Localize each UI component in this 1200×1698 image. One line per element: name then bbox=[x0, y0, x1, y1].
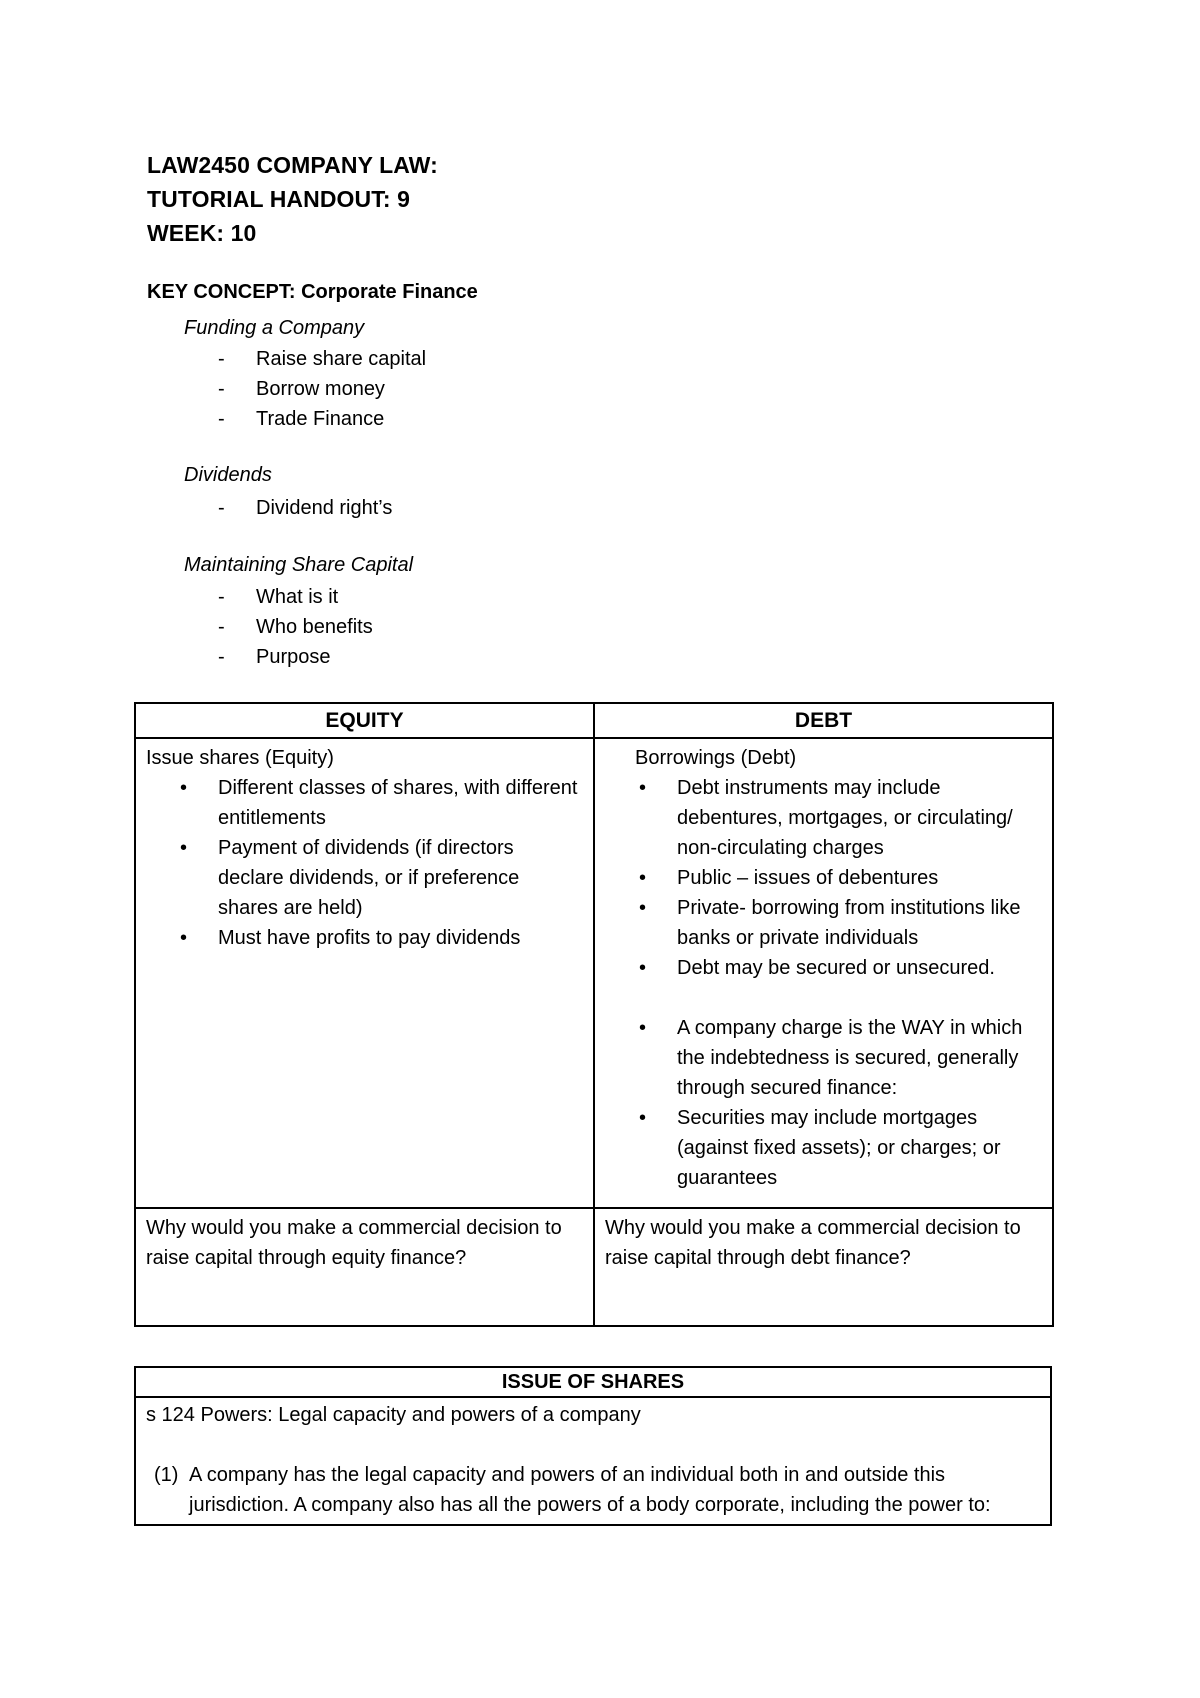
dividends-list bbox=[218, 493, 392, 523]
section-title-maintaining-share-capital: Maintaining Share Capital bbox=[184, 554, 414, 576]
spacer bbox=[635, 983, 1042, 1013]
equity-cell bbox=[135, 738, 594, 1208]
section-title-funding: Funding a Company bbox=[184, 317, 365, 339]
equity-intro: Issue shares (Equity) bbox=[146, 747, 334, 769]
list-item: • Payment of dividends (if directors declare dividends, or if preference shares are held) bbox=[176, 833, 583, 923]
equity-question: Why would you make a commercial decision to raise capital through equity finance? bbox=[146, 1217, 562, 1269]
issue-of-shares-header: ISSUE OF SHARES bbox=[135, 1367, 1051, 1397]
key-concept-heading: KEY CONCEPT: Corporate Finance bbox=[147, 281, 478, 303]
document-header bbox=[147, 148, 438, 250]
debt-column-header: DEBT bbox=[594, 703, 1053, 738]
debt-bullets-secondary bbox=[635, 1013, 1042, 1193]
funding-list bbox=[218, 344, 426, 434]
equity-bullets bbox=[146, 773, 583, 953]
debt-question: Why would you make a commercial decision to raise capital through debt finance? bbox=[605, 1217, 1021, 1269]
debt-bullets bbox=[635, 773, 1042, 983]
equity-question-cell bbox=[135, 1208, 594, 1326]
list-item: • Private- borrowing from institutions like banks or private individuals bbox=[635, 893, 1042, 953]
section-title-dividends: Dividends bbox=[184, 464, 272, 486]
handout-title: TUTORIAL HANDOUT: 9 bbox=[147, 186, 410, 212]
list-item: - What is it bbox=[218, 582, 373, 612]
list-item: - Trade Finance bbox=[218, 404, 426, 434]
list-item: • Public – issues of debentures bbox=[635, 863, 1042, 893]
list-item: • Securities may include mortgages (against fixed assets); or charges; or guarantees bbox=[635, 1103, 1042, 1193]
dash-marker: - bbox=[218, 408, 225, 430]
list-item: - Dividend right’s bbox=[218, 493, 392, 523]
subsection-number: (1) bbox=[154, 1464, 179, 1486]
list-item: • Debt may be secured or unsecured. bbox=[635, 953, 1042, 983]
dash-marker: - bbox=[218, 616, 225, 638]
subsection-text: A company has the legal capacity and powers of an individual both in and outside this jurisdiction. A company also has all the powers of a body corporate, including the power to: bbox=[189, 1464, 991, 1516]
debt-question-cell bbox=[594, 1208, 1053, 1326]
list-item: • Must have profits to pay dividends bbox=[176, 923, 583, 953]
course-title: LAW2450 COMPANY LAW: bbox=[147, 152, 438, 178]
maintaining-list bbox=[218, 582, 373, 672]
dash-marker: - bbox=[218, 497, 225, 519]
list-item: - Who benefits bbox=[218, 612, 373, 642]
issue-of-shares-table bbox=[134, 1366, 1052, 1526]
subsection-1 bbox=[146, 1460, 1040, 1520]
issue-of-shares-cell bbox=[135, 1397, 1051, 1525]
list-item: - Borrow money bbox=[218, 374, 426, 404]
dash-marker: - bbox=[218, 348, 225, 370]
debt-intro: Borrowings (Debt) bbox=[635, 747, 797, 769]
dash-marker: - bbox=[218, 646, 225, 668]
section-124-title: s 124 Powers: Legal capacity and powers of a company bbox=[146, 1404, 641, 1426]
list-item: • A company charge is the WAY in which the indebtedness is secured, generally through secured finance: bbox=[635, 1013, 1042, 1103]
equity-column-header: EQUITY bbox=[135, 703, 594, 738]
list-item: - Purpose bbox=[218, 642, 373, 672]
dash-marker: - bbox=[218, 586, 225, 608]
list-item: • Debt instruments may include debentures, mortgages, or circulating/ non-circulating charges bbox=[635, 773, 1042, 863]
list-item: - Raise share capital bbox=[218, 344, 426, 374]
week-title: WEEK: 10 bbox=[147, 220, 257, 246]
equity-debt-table bbox=[134, 702, 1054, 1327]
list-item: • Different classes of shares, with different entitlements bbox=[176, 773, 583, 833]
debt-cell bbox=[594, 738, 1053, 1208]
dash-marker: - bbox=[218, 378, 225, 400]
